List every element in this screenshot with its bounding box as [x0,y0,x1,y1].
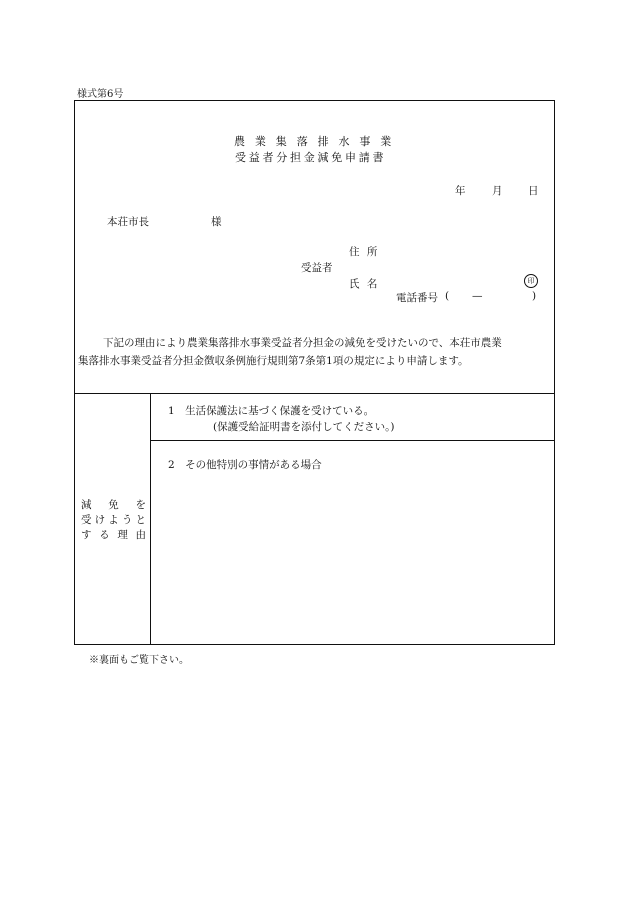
reason-item-1: 1 生活保護法に基づく保護を受けている。 [168,405,375,417]
reason-heading-line3: する理由 [81,529,146,541]
address-label: 住所 [349,246,385,258]
form-title-line2: 受益者分担金減免申請書 [235,151,387,164]
applicant-label: 受益者 [301,262,333,274]
reason-heading [81,498,146,543]
form-title-line1: 農業集落排水事業 [234,135,402,148]
addressee-name: 本荘市長 [107,216,149,228]
footnote: ※裏面もご覧下さい。 [89,655,189,666]
reason-heading-line1: 減免を [81,499,146,511]
phone-close-paren: ) [532,290,537,302]
statement-line1: 下記の理由により農業集落排水事業受益者分担金の減免を受けたいので、本荘市農業 [103,337,502,349]
reason-item-divider [150,440,555,441]
date-month-label: 月 [492,185,503,197]
reason-item-1-note: (保護受給証明書を添付してください。) [213,421,395,433]
date-year-label: 年 [455,185,466,197]
name-label: 氏名 [349,278,385,290]
phone-dash: — [472,290,483,302]
phone-open-paren: ( [445,290,450,302]
seal-mark-icon: 印 [524,274,538,288]
reason-column-divider [150,393,151,645]
statement-line2: 集落排水事業受益者分担金徴収条例施行規則第7条第1項の規定により申請します。 [78,355,469,367]
form-number: 様式第6号 [77,89,124,100]
reason-heading-line2: 受けようと [81,514,146,526]
form-frame [74,100,555,645]
section-divider [74,393,555,394]
application-statement [78,334,552,370]
reason-item-2: 2 その他特別の事情がある場合 [168,459,322,471]
phone-label: 電話番号 [396,292,438,304]
date-day-label: 日 [528,185,539,197]
addressee-honorific: 様 [211,216,222,228]
